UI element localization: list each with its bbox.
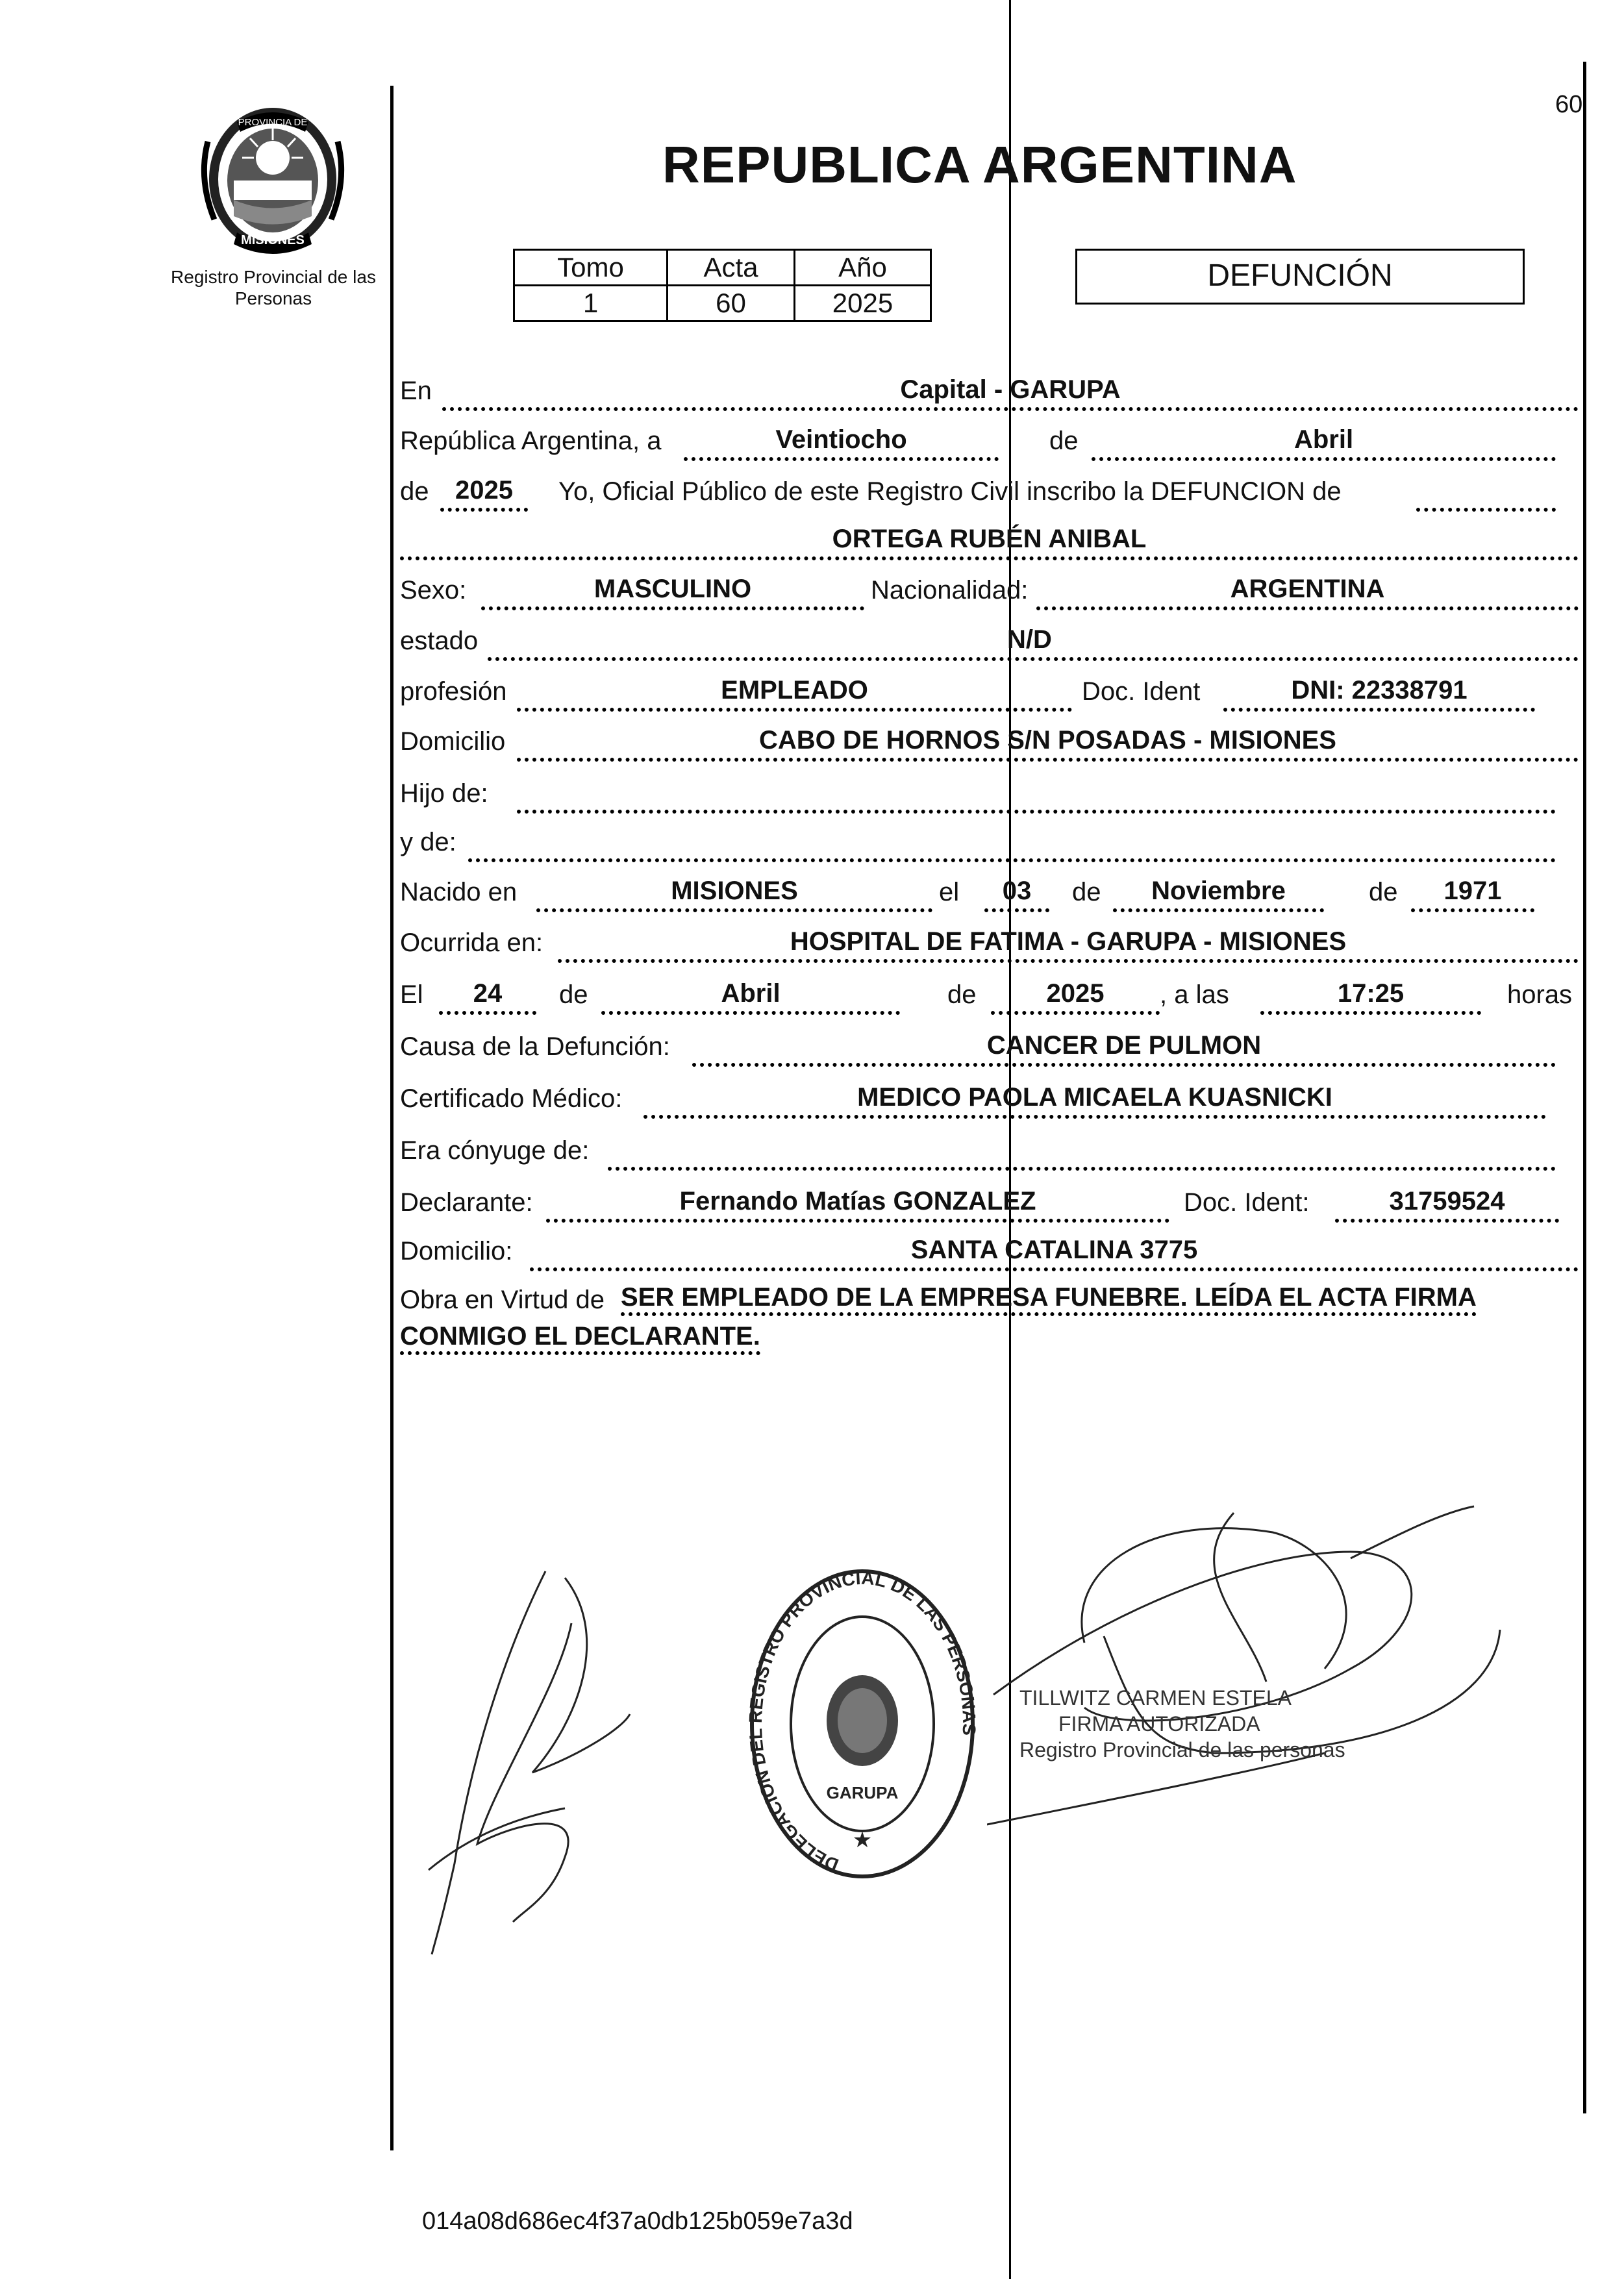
document-hash: 014a08d686ec4f37a0db125b059e7a3d <box>422 2208 853 2235</box>
field-profesion: EMPLEADO <box>517 674 1072 712</box>
label-de: de <box>1072 878 1101 906</box>
field-blank <box>1416 474 1556 512</box>
table-value-anio: 2025 <box>795 286 931 321</box>
label-causa: Causa de la Defunción: <box>400 1032 670 1061</box>
field-ocurrida-en: HOSPITAL DE FATIMA - GARUPA - MISIONES <box>558 925 1579 963</box>
official-stamp <box>745 1558 979 1889</box>
label-republica: República Argentina, a <box>400 427 662 455</box>
registro-caption: Registro Provincial de las Personas <box>171 267 376 308</box>
label-a-las: , a las <box>1160 980 1229 1009</box>
table-value-tomo: 1 <box>514 286 668 321</box>
field-nacido-en: MISIONES <box>536 875 932 912</box>
row-conyuge <box>400 1133 1579 1172</box>
label-domicilio2: Domicilio: <box>400 1237 513 1265</box>
row-nombre <box>400 523 1579 562</box>
table-header-acta: Acta <box>668 250 795 286</box>
field-estado <box>488 623 1579 661</box>
table-value-acta: 60 <box>668 286 795 321</box>
field-nac-anio: 1971 <box>1411 875 1534 912</box>
label-el-cap: El <box>400 980 423 1009</box>
crest-top-label: PROVINCIA DE <box>238 117 308 128</box>
field-def-dia: 24 <box>439 977 536 1015</box>
row-declarante <box>400 1185 1579 1224</box>
table-header-anio: Año <box>795 250 931 286</box>
field-causa: CANCER DE PULMON <box>692 1029 1556 1067</box>
row-lugar <box>400 373 1579 412</box>
field-mes: Abril <box>1092 423 1556 461</box>
label-hijo-de: Hijo de: <box>400 779 488 808</box>
field-dia-letras: Veintiocho <box>684 423 999 461</box>
field-conyuge <box>608 1133 1556 1171</box>
label-en: En <box>400 377 432 405</box>
label-declarante: Declarante: <box>400 1188 533 1217</box>
field-obra-line2: CONMIGO EL DECLARANTE. <box>400 1321 760 1355</box>
label-nacionalidad: Nacionalidad: <box>871 576 1029 604</box>
stamp-bottom-text: GARUPA <box>826 1783 899 1802</box>
row-ocurrida <box>400 925 1579 964</box>
field-def-hora: 17:25 <box>1260 977 1481 1015</box>
authority-block <box>1019 1685 1345 1763</box>
row-oficial <box>400 474 1579 513</box>
signature-declarante-icon <box>416 1558 701 1961</box>
label-el: el <box>939 878 960 906</box>
authority-role: FIRMA AUTORIZADA <box>1058 1712 1260 1736</box>
row-certificado <box>400 1081 1579 1120</box>
row-sexo <box>400 573 1579 612</box>
row-hijo-de <box>400 776 1579 815</box>
label-certificado: Certificado Médico: <box>400 1084 623 1113</box>
label-conyuge: Era cónyuge de: <box>400 1136 590 1165</box>
field-nac-mes: Noviembre <box>1113 875 1324 912</box>
label-doc-ident: Doc. Ident <box>1082 677 1201 706</box>
field-obra-line1: SER EMPLEADO DE LA EMPRESA FUNEBRE. LEÍDA EL ACTA FIRMA <box>621 1282 1477 1316</box>
field-sexo: MASCULINO <box>481 573 864 610</box>
stamp-star-icon: ★ <box>852 1828 873 1852</box>
field-def-mes: Abril <box>601 977 900 1015</box>
field-anio: 2025 <box>440 474 528 512</box>
row-obra <box>400 1282 1579 1360</box>
row-fecha-inscripcion <box>400 423 1579 462</box>
field-declarante-doc: 31759524 <box>1335 1185 1559 1223</box>
row-profesion <box>400 674 1579 713</box>
row-domicilio <box>400 724 1579 763</box>
label-de: de <box>1369 878 1398 906</box>
field-domicilio: CABO DE HORNOS S/N POSADAS - MISIONES <box>517 724 1579 762</box>
authority-name: TILLWITZ CARMEN ESTELA <box>1019 1686 1292 1710</box>
left-margin-line <box>390 86 394 2150</box>
field-dni: DNI: 22338791 <box>1223 674 1535 712</box>
record-type-box: DEFUNCIÓN <box>1075 249 1525 305</box>
page-number: 60 <box>1555 91 1583 118</box>
label-ocurrida-en: Ocurrida en: <box>400 928 543 957</box>
row-fecha-defuncion <box>400 977 1579 1016</box>
field-declarante-domicilio: SANTA CATALINA 3775 <box>530 1234 1579 1271</box>
label-estado: estado <box>400 627 479 655</box>
label-de: de <box>559 980 588 1009</box>
authority-org: Registro Provincial de las personas <box>1019 1738 1345 1762</box>
label-doc-ident2: Doc. Ident: <box>1184 1188 1310 1217</box>
label-obra: Obra en Virtud de <box>400 1286 605 1314</box>
field-nac-dia: 03 <box>984 875 1049 912</box>
label-domicilio: Domicilio <box>400 727 506 756</box>
stamp-ring-text: DELEGACION DEL REGISTRO PROVINCIAL DE LAS PERSONAS <box>745 1567 979 1876</box>
signature-authority-icon <box>987 1474 1506 1850</box>
right-margin-line <box>1583 62 1586 2113</box>
field-nacionalidad: ARGENTINA <box>1036 573 1579 610</box>
field-lugar: Capital - GARUPA <box>442 373 1579 411</box>
crest-bottom-label: MISIONES <box>241 233 305 247</box>
page-title: REPUBLICA ARGENTINA <box>662 136 1297 193</box>
field-def-anio: 2025 <box>991 977 1160 1015</box>
label-horas: horas <box>1507 980 1573 1009</box>
row-causa <box>400 1029 1579 1068</box>
table-header-tomo: Tomo <box>514 250 668 286</box>
row-estado <box>400 623 1579 662</box>
field-hijo-de <box>517 776 1556 814</box>
label-y-de: y de: <box>400 828 456 856</box>
row-y-de <box>400 825 1579 864</box>
label-nacido-en: Nacido en <box>400 878 518 906</box>
provincial-crest-icon <box>198 103 347 255</box>
field-estado-value: N/D <box>1007 625 1052 654</box>
label-de: de <box>1049 427 1079 455</box>
label-de: de <box>400 477 429 506</box>
table-row <box>514 286 931 321</box>
label-oficial: Yo, Oficial Público de este Registro Civil inscribo la DEFUNCION de <box>558 477 1342 506</box>
row-domicilio2 <box>400 1234 1579 1273</box>
table-row <box>514 250 931 286</box>
label-profesion: profesión <box>400 677 507 706</box>
field-nombre: ORTEGA RUBÉN ANIBAL <box>400 523 1579 560</box>
label-sexo: Sexo: <box>400 576 467 604</box>
label-de: de <box>947 980 977 1009</box>
field-y-de <box>468 825 1556 862</box>
registry-table <box>513 249 932 322</box>
row-nacimiento <box>400 875 1579 914</box>
field-certificado: MEDICO PAOLA MICAELA KUASNICKI <box>643 1081 1546 1119</box>
field-declarante: Fernando Matías GONZALEZ <box>546 1185 1169 1223</box>
